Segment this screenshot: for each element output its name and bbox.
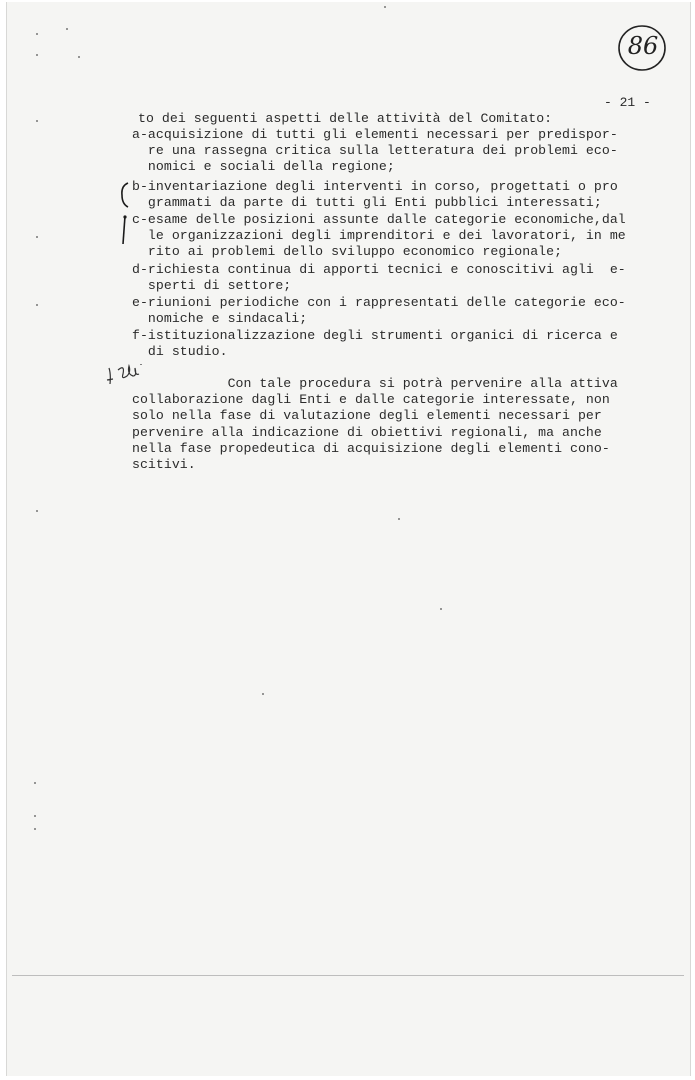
handwritten-bracket-mark [118, 180, 130, 210]
text-line: solo nella fase di valutazione degli elementi necessari per [132, 408, 602, 423]
handwritten-initials [105, 358, 147, 388]
scan-speck [36, 54, 38, 56]
scan-speck [34, 782, 36, 784]
scan-speck [36, 120, 38, 122]
text-line: grammati da parte di tutti gli Enti pubblici interessati; [132, 195, 602, 210]
text-line: b-inventariazione degli interventi in corso, progettati o pro [132, 179, 618, 194]
scan-speck [262, 693, 264, 695]
text-line: di studio. [132, 344, 228, 359]
text-line: sperti di settore; [132, 278, 292, 293]
text-line: d-richiesta continua di apporti tecnici e conoscitivi agli e- [132, 262, 626, 277]
scan-speck [36, 304, 38, 306]
text-line: pervenire alla indicazione di obiettivi regionali, ma anche [132, 425, 602, 440]
scan-speck [36, 33, 38, 35]
text-line: c-esame delle posizioni assunte dalle categorie economiche,dal [132, 212, 626, 227]
text-line: a-acquisizione di tutti gli elementi necessari per predispor- [132, 127, 618, 142]
text-line: f-istituzionalizzazione degli strumenti organici di ricerca e [132, 328, 618, 343]
scan-speck [36, 510, 38, 512]
scan-speck [78, 56, 80, 58]
scan-speck [66, 28, 68, 30]
text-line: scitivi. [132, 457, 196, 472]
text-line: collaborazione dagli Enti e dalle categorie interessate, non [132, 392, 610, 407]
stamp-number: 86 [627, 32, 659, 60]
text-line: nomiche e sindacali; [132, 311, 308, 326]
text-line: le organizzazioni degli imprenditori e dei lavoratori, in me [132, 228, 626, 243]
scan-speck [440, 608, 442, 610]
text-line: nella fase propedeutica di acquisizione degli elementi cono- [132, 441, 610, 456]
scan-speck [398, 518, 400, 520]
text-line: rito ai problemi dello sviluppo economico regionale; [132, 244, 563, 259]
scan-speck [36, 236, 38, 238]
scan-speck [384, 6, 386, 8]
handwritten-stroke-mark [118, 214, 130, 246]
text-line: nomici e sociali della regione; [132, 159, 395, 174]
text-line: re una rassegna critica sulla letteratura dei problemi eco- [132, 143, 618, 158]
page-number: - 21 - [604, 95, 651, 110]
text-line: e-riunioni periodiche con i rappresentati delle categorie eco- [132, 295, 626, 310]
text-line: to dei seguenti aspetti delle attività del Comitato: [138, 111, 553, 126]
scan-speck [34, 815, 36, 817]
scan-edge-line [12, 975, 684, 976]
text-line: Con tale procedura si potrà pervenire alla attiva [132, 376, 618, 391]
scan-speck [34, 828, 36, 830]
